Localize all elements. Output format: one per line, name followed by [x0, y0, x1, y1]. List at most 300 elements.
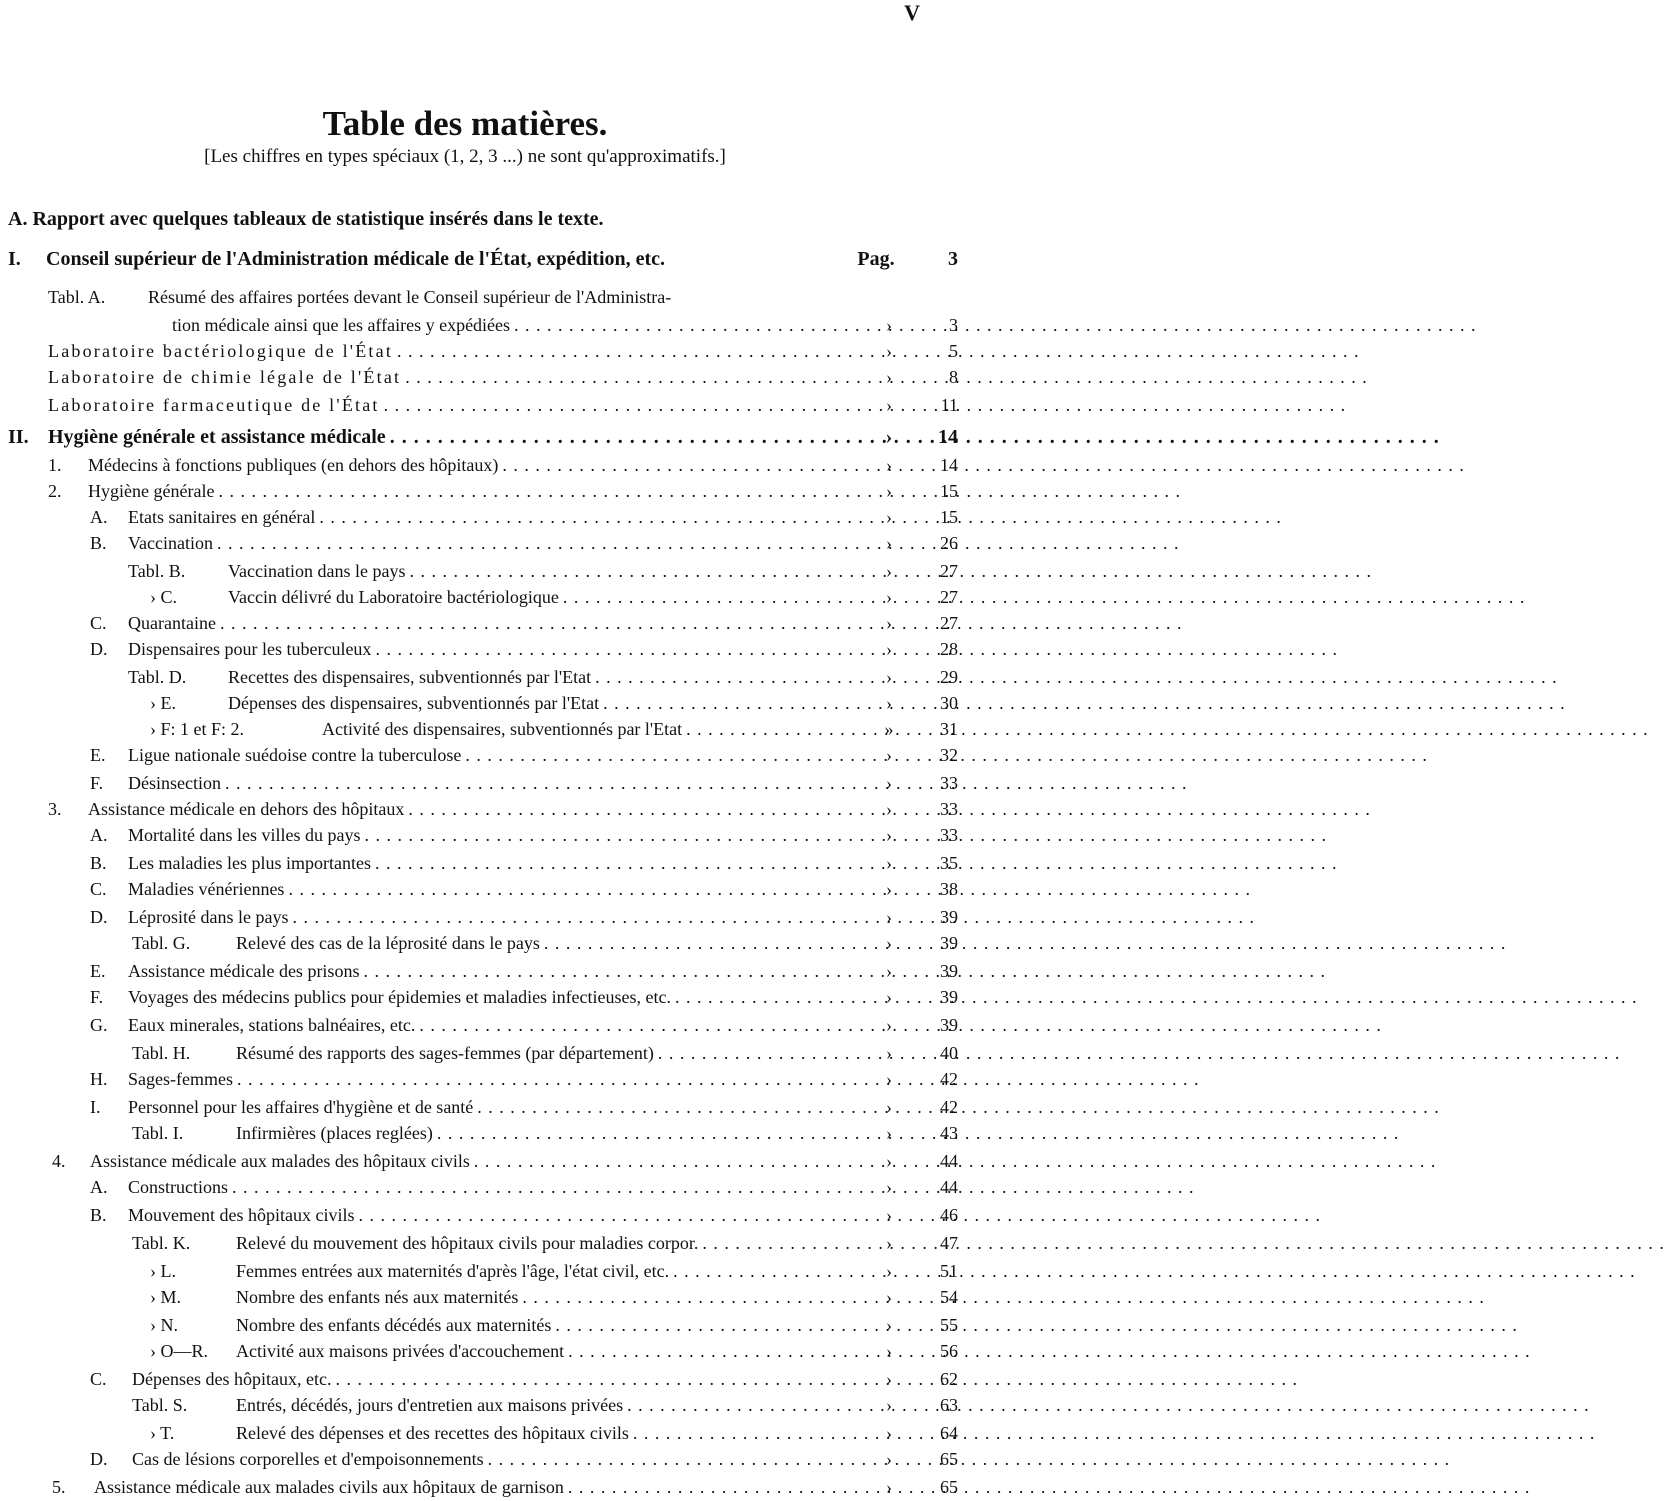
toc-entry-number: Tabl. S.: [132, 1395, 188, 1415]
toc-entry-page-number: 27: [940, 561, 958, 581]
toc-entry-body: [236, 1258, 872, 1284]
toc-entry-title: Nombre des enfants nés aux maternités: [236, 1287, 519, 1307]
toc-entry-page-number: 39: [940, 987, 958, 1007]
toc-entry-title: Les maladies les plus importantes: [128, 853, 371, 873]
toc-entry: [0, 904, 960, 930]
dot-leader: [331, 1366, 1298, 1392]
toc-entry-body: [128, 1174, 872, 1200]
toc-entry-number: › E.: [150, 693, 176, 713]
toc-entry-page-mark: ›: [886, 1043, 892, 1063]
toc-entry-page-number: 51: [940, 1261, 958, 1281]
toc-entry-page-mark: ›: [886, 481, 892, 501]
toc-entry-body: [128, 904, 872, 930]
toc-entry-number: Tabl. H.: [132, 1043, 191, 1063]
toc-entry-title: Médecins à fonctions publiques (en dehors des hôpitaux): [88, 455, 499, 475]
toc-entry-number: I.: [8, 248, 21, 270]
toc-entry-page-number: 62: [940, 1369, 958, 1389]
toc-entry-title: Etats sanitaires en général: [128, 507, 316, 527]
toc-entry-number: Tabl. B.: [128, 561, 186, 581]
toc-entry-page-mark: ›: [886, 825, 892, 845]
toc-entry: [0, 478, 960, 504]
toc-entry: [0, 1094, 960, 1120]
toc-entry-title: Vaccin délivré du Laboratoire bactériologique: [228, 587, 559, 607]
toc-entry-page-number: 8: [949, 367, 958, 387]
toc-entry-title: Cas de lésions corporelles et d'empoisonnements: [132, 1449, 484, 1469]
toc-entry: [0, 664, 960, 690]
toc-entry-body: [90, 1148, 872, 1174]
toc-entry-page-number: 33: [940, 799, 958, 819]
toc-entry: [0, 796, 960, 822]
toc-entry: [0, 530, 960, 556]
toc-entry-page-mark: ›: [886, 879, 892, 899]
dot-leader: [559, 584, 1526, 610]
toc-entry-page-mark: ›: [886, 395, 892, 415]
toc-entry-page-number: 56: [940, 1341, 958, 1361]
toc-entry-page-number: 31: [940, 719, 958, 739]
toc-entry-number: › O—R.: [150, 1341, 208, 1361]
toc-entry-title: Entrés, décédés, jours d'entretien aux maisons privées: [236, 1395, 624, 1415]
toc-entry: [0, 1040, 960, 1066]
toc-entry-body: [236, 1120, 872, 1146]
toc-entry-body: [46, 246, 870, 272]
toc-entry: [0, 504, 960, 530]
toc-entry: [0, 1066, 960, 1092]
toc-entry-page-mark: ›: [886, 1315, 892, 1335]
toc-entry-body: [48, 424, 872, 450]
dot-leader: [360, 822, 1327, 848]
toc-entry-number: A.: [90, 825, 108, 845]
toc-entry: [0, 1202, 960, 1228]
toc-entry-page-mark: ›: [886, 1369, 892, 1389]
toc-entry-number: B.: [90, 533, 107, 553]
toc-entry-page-number: 38: [940, 879, 958, 899]
toc-entry-page-number: 33: [940, 825, 958, 845]
dot-leader: [393, 338, 1360, 364]
toc-entry-page-mark: ›: [886, 315, 892, 335]
dot-leader: [540, 930, 1507, 956]
dot-leader: [518, 1284, 1485, 1310]
toc-entry-body: [48, 364, 872, 390]
toc-entry-body: [128, 876, 872, 902]
toc-entry-number: Tabl. D.: [128, 667, 187, 687]
toc-entry-title: Assistance médicale aux malades des hôpitaux civils: [90, 1151, 470, 1171]
dot-leader: [371, 636, 1338, 662]
toc-entry-page-mark: ›: [886, 667, 892, 687]
toc-entry-title: Quarantaine: [128, 613, 216, 633]
toc-entry-body: [128, 984, 872, 1010]
toc-entry-body: [236, 930, 872, 956]
toc-entry-page-mark: ›: [886, 1261, 892, 1281]
toc-entry-page-mark: ›: [886, 745, 892, 765]
toc-entry-page-mark: ›: [886, 853, 892, 873]
toc-entry-number: › T.: [150, 1423, 175, 1443]
dot-leader: [682, 716, 1649, 742]
toc-entry-page-number: 3: [948, 248, 958, 270]
toc-entry: [0, 876, 960, 902]
toc-entry-title: Sages-femmes: [128, 1069, 233, 1089]
toc-entry: [0, 610, 960, 636]
dot-leader: [380, 392, 1347, 418]
toc-entry-number: 3.: [48, 799, 62, 819]
toc-entry-title: Nombre des enfants décédés aux maternités: [236, 1315, 552, 1335]
toc-entry: [0, 1012, 960, 1038]
toc-entry-title: Laboratoire farmaceutique de l'État: [48, 395, 380, 415]
toc-entry: [0, 690, 960, 716]
toc-entry-title: Hygiène générale et assistance médicale: [48, 426, 386, 448]
dot-leader: [371, 850, 1338, 876]
toc-entry-page-mark: ›: [886, 987, 892, 1007]
toc-entry-body: [128, 504, 872, 530]
toc-entry-page-mark: ›: [886, 367, 892, 387]
toc-entry-title: Laboratoire bactériologique de l'État: [48, 341, 394, 361]
toc-entry: [0, 284, 960, 310]
toc-entry: [0, 392, 960, 418]
toc-entry-body: [148, 284, 880, 310]
toc-entry-body: [128, 770, 872, 796]
toc-entry-body: [128, 822, 872, 848]
toc-entry-page-number: 35: [940, 853, 958, 873]
toc-entry-page-number: 33: [940, 773, 958, 793]
toc-entry-body: [228, 584, 872, 610]
toc-entry: [0, 1446, 960, 1472]
toc-entry: [0, 770, 960, 796]
dot-leader: [591, 664, 1558, 690]
toc-entry-number: A.: [90, 1177, 108, 1197]
section-heading-text: A. Rapport avec quelques tableaux de statistique insérés dans le texte.: [8, 208, 604, 230]
toc-entry-number: › L.: [150, 1261, 176, 1281]
toc-entry-body: [236, 1284, 872, 1310]
toc-entry-page-mark: ›: [886, 1449, 892, 1469]
toc-entry-number: I.: [90, 1097, 101, 1117]
toc-entry-number: › M.: [150, 1287, 181, 1307]
toc-entry-title: Léprosité dans le pays: [128, 907, 289, 927]
toc-entry-title: Assistance médicale aux malades civils aux hôpitaux de garnison: [94, 1477, 564, 1497]
toc-entry-body: [48, 392, 872, 418]
toc-entry-title: Vaccination: [128, 533, 213, 553]
toc-entry-page-mark: ›: [886, 1069, 892, 1089]
toc-entry-page-mark: ›: [886, 561, 892, 581]
toc-entry: [0, 452, 960, 478]
toc-entry-page-mark: ›: [886, 613, 892, 633]
dot-leader: [233, 1066, 1200, 1092]
toc-entry-number: 5.: [52, 1477, 66, 1497]
toc-entry: [0, 1392, 960, 1418]
toc-entry: [0, 742, 960, 768]
toc-entry-body: [236, 1312, 872, 1338]
toc-entry-page-number: 29: [940, 667, 958, 687]
toc-entry-title: Mortalité dans les villes du pays: [128, 825, 361, 845]
toc-entry-page-number: 5: [949, 341, 958, 361]
toc-entry-page-mark: ›: [886, 639, 892, 659]
toc-entry-number: Tabl. K.: [132, 1233, 191, 1253]
toc-entry-title: Assistance médicale des prisons: [128, 961, 360, 981]
toc-entry: [0, 1284, 960, 1310]
toc-entry-body: [236, 1040, 872, 1066]
toc-entry-number: Tabl. G.: [132, 933, 191, 953]
dot-leader: [221, 770, 1188, 796]
toc-entry-page-mark: ›: [886, 1123, 892, 1143]
toc-entry-title: Ligue nationale suédoise contre la tuberculose: [128, 745, 462, 765]
toc-entry-body: [322, 716, 872, 742]
toc-entry-page-number: 15: [940, 481, 958, 501]
toc-entry-number: B.: [90, 853, 107, 873]
toc-entry: [0, 1420, 960, 1446]
toc-entry-title: Conseil supérieur de l'Administration médicale de l'État, expédition, etc.: [46, 248, 666, 270]
page-folio: V: [904, 0, 920, 25]
toc-entry-title: Laboratoire de chimie légale de l'État: [48, 367, 402, 387]
dot-leader: [213, 530, 1180, 556]
toc-entry-number: C.: [90, 613, 107, 633]
toc-entry-page-number: 3: [949, 315, 958, 335]
toc-entry-body: [132, 1366, 872, 1392]
toc-entry: [0, 1312, 960, 1338]
toc-entry-number: B.: [90, 1205, 107, 1225]
toc-entry-title: Maladies vénériennes: [128, 879, 285, 899]
toc-entry-page-number: 40: [940, 1043, 958, 1063]
toc-entry-title: Dispensaires pour les tuberculeux: [128, 639, 372, 659]
toc-entry-title: Assistance médicale en dehors des hôpitaux: [88, 799, 405, 819]
toc-entry-body: [172, 312, 872, 338]
toc-entry-page-mark: ›: [886, 1341, 892, 1361]
toc-entry-body: [228, 558, 872, 584]
toc-entry-page-mark: ›: [886, 341, 892, 361]
toc-entry-title: Activité aux maisons privées d'accouchement: [236, 1341, 565, 1361]
dot-leader: [354, 1202, 1321, 1228]
toc-entry-body: [236, 1230, 872, 1256]
toc-entry-page-mark: ›: [886, 533, 892, 553]
toc-entry-body: [228, 664, 872, 690]
toc-entry: [0, 424, 960, 450]
toc-entry-page-number: 42: [940, 1097, 958, 1117]
toc-entry-number: H.: [90, 1069, 108, 1089]
toc-entry-number: F.: [90, 773, 104, 793]
toc-entry-page-number: 30: [940, 693, 958, 713]
toc-entry-body: [128, 958, 872, 984]
toc-entry-number: D.: [90, 907, 108, 927]
toc-entry-body: [128, 1094, 872, 1120]
toc-entry-page-mark: ›: [886, 907, 892, 927]
toc-entry-page-number: 14: [938, 426, 958, 448]
toc-entry-title: Hygiène générale: [88, 481, 215, 501]
toc-entry-number: 4.: [52, 1151, 66, 1171]
toc-entry-title: Mouvement des hôpitaux civils: [128, 1205, 355, 1225]
toc-entry-page-mark: ›: [886, 1177, 892, 1197]
toc-entry-title: Dépenses des hôpitaux, etc.: [132, 1369, 332, 1389]
toc-entry-title: Vaccination dans le pays: [228, 561, 406, 581]
dot-leader: [228, 1174, 1195, 1200]
toc-entry-body: [236, 1338, 872, 1364]
toc-entry-body: [128, 530, 872, 556]
toc-entry-page-number: 26: [940, 533, 958, 553]
toc-entry-page-number: 55: [940, 1315, 958, 1335]
toc-entry-page-number: 14: [940, 455, 958, 475]
toc-entry-page-mark: ›: [885, 426, 893, 448]
toc-entry-body: [88, 452, 872, 478]
toc-entry-title: Relevé du mouvement des hôpitaux civils pour maladies corpor.: [236, 1233, 699, 1253]
toc-entry-page-mark: ›: [886, 773, 892, 793]
toc-entry-page-number: 46: [940, 1205, 958, 1225]
toc-entry-number: D.: [90, 1449, 108, 1469]
toc-entry: [0, 716, 960, 742]
dot-leader: [284, 876, 1251, 902]
toc-entry: [0, 958, 960, 984]
toc-entry-page-mark: ›: [886, 1151, 892, 1171]
toc-entry-title: Eaux minerales, stations balnéaires, etc.: [128, 1015, 416, 1035]
toc-entry-page-mark: ›: [886, 1477, 892, 1497]
toc-entry: [0, 1338, 960, 1364]
toc-entry-number: 1.: [48, 455, 62, 475]
toc-entry-page-number: 54: [940, 1287, 958, 1307]
toc-entry: [0, 312, 960, 338]
toc-entry: [0, 636, 960, 662]
toc-entry-number: G.: [90, 1015, 108, 1035]
toc-entry: [0, 584, 960, 610]
dot-leader: [564, 1474, 1531, 1500]
toc-entry-number: A.: [90, 507, 108, 527]
toc-entry-number: E.: [90, 745, 106, 765]
toc-entry: [0, 822, 960, 848]
toc-entry-body: [128, 1066, 872, 1092]
toc-entry: [0, 850, 960, 876]
toc-entry: [0, 338, 960, 364]
toc-entry-page-mark: ›: [886, 1233, 892, 1253]
toc-entry-body: [94, 1474, 872, 1500]
toc-entry-page-mark: ›: [886, 693, 892, 713]
toc-entry-page-mark: ›: [886, 455, 892, 475]
dot-leader: [484, 1446, 1451, 1472]
dot-leader: [359, 958, 1326, 984]
toc-entry-title: Résumé des affaires portées devant le Conseil supérieur de l'Administra-: [148, 287, 672, 307]
toc-entry-page-number: 27: [940, 613, 958, 633]
dot-leader: [669, 1258, 1636, 1284]
dot-leader: [315, 504, 1282, 530]
toc-entry-page-number: 47: [940, 1233, 958, 1253]
dot-leader: [698, 1230, 1665, 1256]
toc-entry-page-number: 44: [940, 1151, 958, 1171]
toc-entry-page-number: 15: [940, 507, 958, 527]
dot-leader: [216, 610, 1183, 636]
toc-entry-page-mark: ›: [886, 587, 892, 607]
toc-entry-body: [128, 742, 872, 768]
toc-entry-title: Infirmières (places reglées): [236, 1123, 433, 1143]
toc-entry-number: C.: [90, 1369, 107, 1389]
toc-entry-page-mark: ›: [886, 507, 892, 527]
toc-entry-page-number: 11: [940, 395, 958, 415]
toc-entry-title: Femmes entrées aux maternités d'après l'âge, l'état civil, etc.: [236, 1261, 670, 1281]
dot-leader: [415, 1012, 1382, 1038]
dot-leader: [599, 690, 1566, 716]
dot-leader: [564, 1338, 1531, 1364]
toc-entry-title: Constructions: [128, 1177, 229, 1197]
toc-entry-title: Voyages des médecins publics pour épidemies et maladies infectieuses, etc.: [128, 987, 672, 1007]
toc-entry-title: Recettes des dispensaires, subventionnés par l'Etat: [228, 667, 592, 687]
toc-entry-body: [128, 636, 872, 662]
dot-leader: [551, 1312, 1518, 1338]
toc-entry-number: Tabl. A.: [48, 287, 106, 307]
dot-leader: [510, 312, 1477, 338]
dot-leader: [288, 904, 1255, 930]
toc-entry-page-mark: »: [884, 719, 894, 739]
toc-entry-page-number: 39: [940, 1015, 958, 1035]
toc-entry-page-mark: ›: [886, 1287, 892, 1307]
toc-entry: [0, 930, 960, 956]
page-title: Table des matières.: [322, 104, 608, 143]
toc-entry-body: [128, 850, 872, 876]
toc-entry-page-mark: ›: [886, 1395, 892, 1415]
toc-entry: [0, 984, 960, 1010]
dot-leader: [671, 984, 1638, 1010]
toc-entry: [0, 1366, 960, 1392]
toc-entry-number: › N.: [150, 1315, 178, 1335]
toc-entry-page-number: 44: [940, 1177, 958, 1197]
toc-entry-number: › C.: [150, 587, 177, 607]
toc-entry-page-number: 43: [940, 1123, 958, 1143]
toc-entry-body: [48, 338, 872, 364]
toc-entry-page-number: 65: [940, 1477, 958, 1497]
toc-entry-page-mark: Pag.: [857, 248, 895, 270]
section-heading-a: [0, 206, 960, 232]
toc-entry-number: II.: [8, 426, 29, 448]
toc-entry-page-mark: ›: [886, 1205, 892, 1225]
toc-entry-number: F.: [90, 987, 104, 1007]
toc-entry-title: Dépenses des dispensaires, subventionnés par l'Etat: [228, 693, 600, 713]
toc-entry-page-mark: ›: [886, 933, 892, 953]
toc-entry-body: [128, 610, 872, 636]
toc-entry-page-number: 28: [940, 639, 958, 659]
toc-entry-body: [132, 1446, 872, 1472]
toc-entry-body: [128, 1012, 872, 1038]
toc-entry-title: Activité des dispensaires, subventionnés par l'Etat: [322, 719, 683, 739]
toc-entry: [0, 364, 960, 390]
toc-entry-page-mark: ›: [886, 961, 892, 981]
toc-entry: [0, 1230, 960, 1256]
toc-entry: [0, 1148, 960, 1174]
dot-leader: [623, 1392, 1590, 1418]
toc-entry-page-number: 39: [940, 933, 958, 953]
toc-entry-body: [88, 796, 872, 822]
dot-leader: [654, 1040, 1621, 1066]
toc-entry-title: tion médicale ainsi que les affaires y expédiées: [172, 315, 511, 335]
dot-leader: [498, 452, 1465, 478]
toc-entry-page-number: 39: [940, 961, 958, 981]
toc-entry-number: › F: 1 et F: 2.: [150, 719, 245, 739]
toc-entry: [0, 246, 960, 272]
toc-entry-title: Résumé des rapports des sages-femmes (par département): [236, 1043, 654, 1063]
toc-entry-body: [236, 1392, 872, 1418]
toc-entry-body: [128, 1202, 872, 1228]
toc-entry-page-number: 39: [940, 907, 958, 927]
toc-entry: [0, 558, 960, 584]
toc-entry-number: D.: [90, 639, 108, 659]
toc-entry: [0, 1174, 960, 1200]
toc-entry-page-mark: ›: [886, 1015, 892, 1035]
toc-entry-page-mark: ›: [886, 1423, 892, 1443]
toc-entry-page-number: 63: [940, 1395, 958, 1415]
toc-entry-page-number: 65: [940, 1449, 958, 1469]
toc-entry-title: Personnel pour les affaires d'hygiène et de santé: [128, 1097, 474, 1117]
toc-entry-page-number: 27: [940, 587, 958, 607]
toc-entry: [0, 1474, 960, 1500]
toc-entry-number: C.: [90, 879, 107, 899]
toc-entry-number: 2.: [48, 481, 62, 501]
toc-entry-title: Désinsection: [128, 773, 221, 793]
toc-entry-number: Tabl. I.: [132, 1123, 184, 1143]
toc-entry: [0, 1258, 960, 1284]
toc-entry: [0, 1120, 960, 1146]
title-note: [Les chiffres en types spéciaux (1, 2, 3 ...) ne sont qu'approximatifs.]: [204, 146, 726, 167]
toc-entry-title: Relevé des dépenses et des recettes des hôpitaux civils: [236, 1423, 629, 1443]
toc-entry-page-number: 42: [940, 1069, 958, 1089]
